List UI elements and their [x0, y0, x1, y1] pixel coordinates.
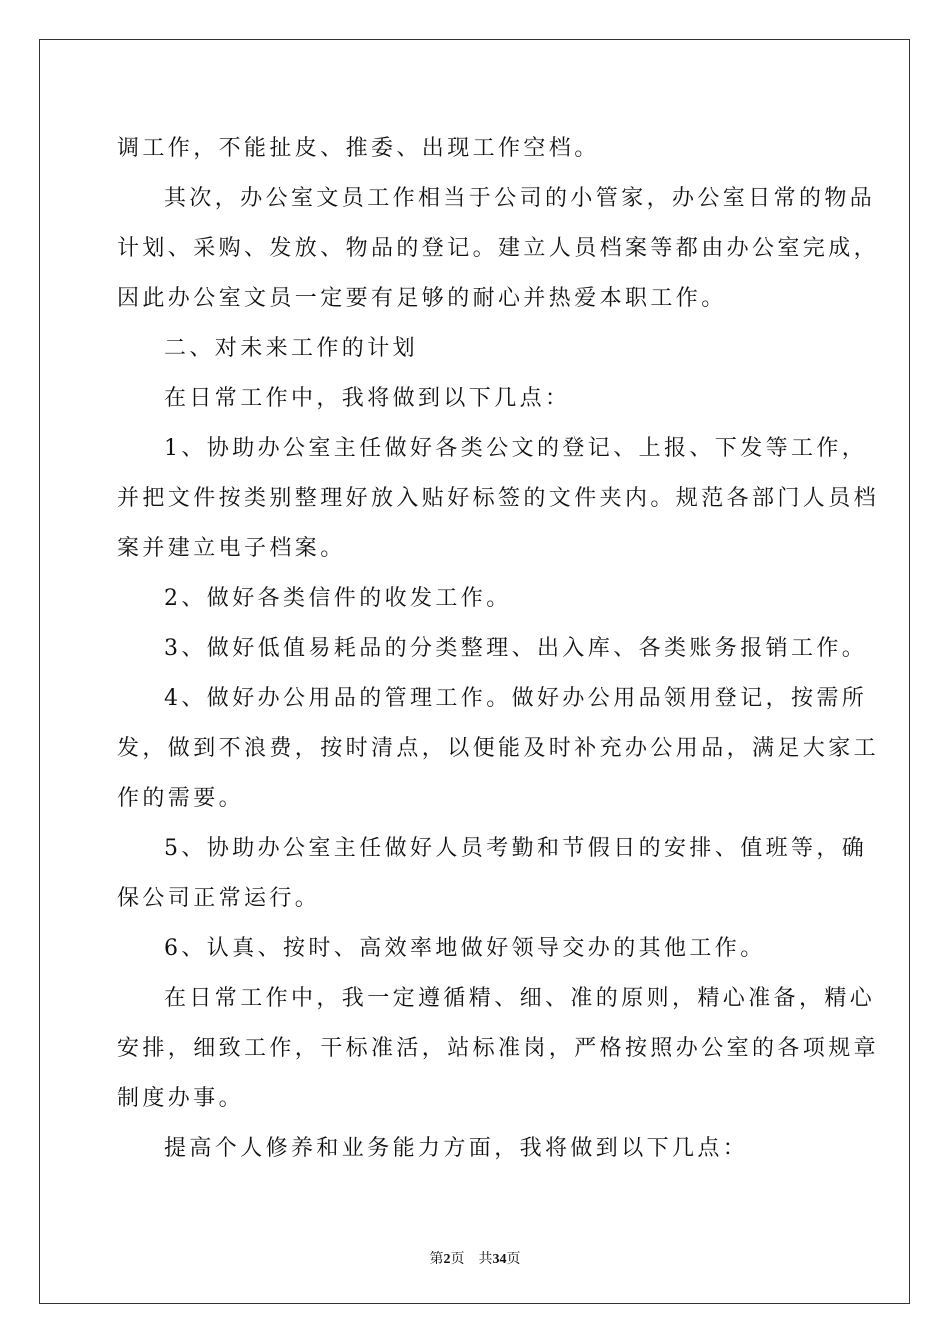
text-line: 在日常工作中，我一定遵循精、细、准的原则，精心准备，精心 [164, 986, 876, 1011]
list-item: 4、做好办公用品的管理工作。做好办公用品领用登记，按需所 [164, 686, 868, 711]
total-pages: 34 [492, 1252, 507, 1267]
text-line: 作的需要。 [117, 786, 245, 811]
list-item: 6、认真、按时、高效率地做好领导交办的其他工作。 [164, 936, 766, 961]
total-suffix: 页 [506, 1252, 521, 1267]
text-line: 制度办事。 [117, 1086, 245, 1111]
text-line: 在日常工作中，我将做到以下几点： [164, 386, 571, 411]
page-number: 2 [443, 1252, 451, 1267]
list-item: 3、做好低值易耗品的分类整理、出入库、各类账务报销工作。 [164, 636, 868, 661]
section-heading: 二、对未来工作的计划 [164, 336, 419, 361]
text-line: 提高个人修养和业务能力方面，我将做到以下几点： [164, 1136, 749, 1161]
text-line: 调工作，不能扯皮、推委、出现工作空档。 [117, 136, 600, 161]
page-suffix: 页 [450, 1252, 465, 1267]
text-line: 因此办公室文员一定要有足够的耐心并热爱本职工作。 [117, 286, 727, 311]
text-line: 案并建立电子档案。 [117, 536, 346, 561]
page-footer [0, 1248, 950, 1268]
text-line: 保公司正常运行。 [117, 886, 321, 911]
list-item: 1、协助办公室主任做好各类公文的登记、上报、下发等工作， [164, 436, 868, 461]
page-prefix: 第 [429, 1252, 444, 1267]
text-line: 安排，细致工作，干标准活，站标准岗，严格按照办公室的各项规章 [117, 1036, 880, 1061]
text-line: 其次，办公室文员工作相当于公司的小管家，办公室日常的物品 [164, 186, 876, 211]
list-item: 2、做好各类信件的收发工作。 [164, 586, 512, 611]
text-line: 发，做到不浪费，按时清点，以便能及时补充办公用品，满足大家工 [117, 736, 880, 761]
text-line: 并把文件按类别整理好放入贴好标签的文件夹内。规范各部门人员档 [117, 486, 880, 511]
text-line: 计划、采购、发放、物品的登记。建立人员档案等都由办公室完成， [117, 236, 880, 261]
total-prefix: 共 [478, 1252, 493, 1267]
list-item: 5、协助办公室主任做好人员考勤和节假日的安排、值班等，确 [164, 836, 868, 861]
page-border [39, 39, 910, 1304]
